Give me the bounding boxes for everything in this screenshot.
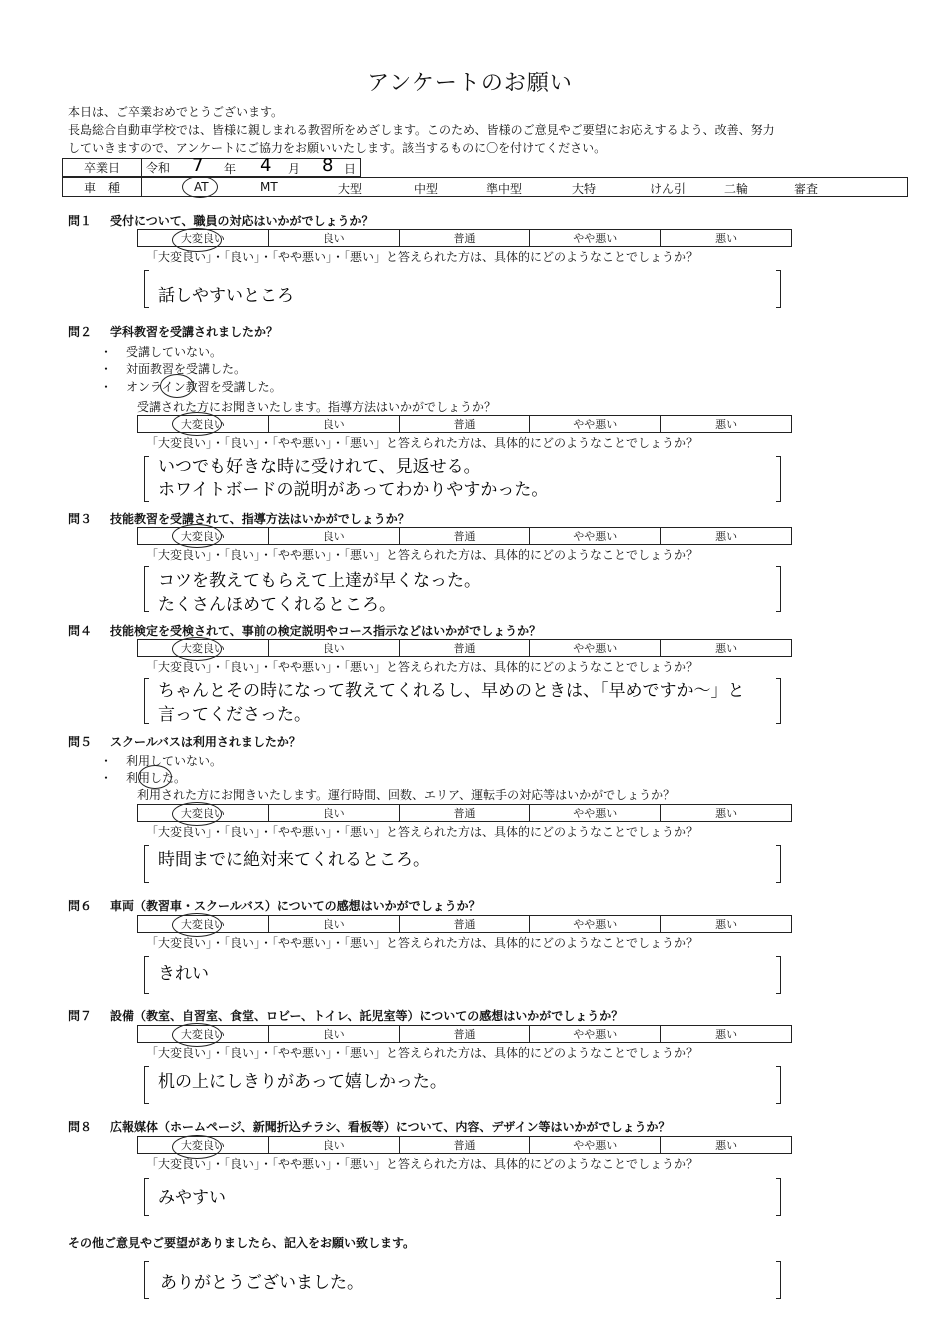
rating-scale (137, 229, 792, 247)
answer-bracket-left (144, 678, 149, 724)
month-unit: 月 (288, 162, 301, 176)
question-text: 受付について、職員の対応はいかがでしょうか？ (110, 214, 374, 228)
rating-option[interactable]: 普通 (399, 416, 530, 433)
grad-year: 7 (192, 155, 204, 176)
option-label: 利用していない。 (126, 754, 223, 768)
question-text: 技能検定を受検されて、事前の検定説明やコース指示などはいかがでしょうか？ (110, 624, 542, 638)
handwritten-answer[interactable]: きれい (158, 964, 209, 984)
rating-scale (137, 1136, 792, 1154)
car-type-special[interactable]: 大特 (572, 182, 597, 196)
car-label: 車 種 (63, 178, 142, 197)
question-text: 技能教習を受講されて、指導方法はいかがでしょうか？ (110, 512, 410, 526)
rating-scale (137, 1025, 792, 1043)
grad-label: 卒業日 (63, 159, 142, 177)
answer-bracket-right (776, 956, 781, 994)
rating-option[interactable]: 良い (268, 1026, 399, 1043)
year-unit: 年 (224, 162, 237, 176)
car-type-exam[interactable]: 審査 (794, 182, 819, 196)
rating-option[interactable]: やや悪い (530, 230, 661, 247)
followup-prompt: 「大変良い」・「良い」・「やや悪い」・「悪い」と答えられた方は、具体的にどのようなことでしょうか？ (146, 250, 699, 264)
question-number: 問５ (68, 735, 93, 749)
question-number: 問８ (68, 1120, 93, 1134)
rating-option[interactable]: 大変良い (138, 528, 269, 545)
followup-prompt: 「大変良い」・「良い」・「やや悪い」・「悪い」と答えられた方は、具体的にどのようなことでしょうか？ (146, 548, 699, 562)
question-number: 問２ (68, 325, 93, 339)
option-label: 受講していない。 (126, 345, 223, 359)
bullet-icon: ・ (100, 771, 113, 785)
rating-option[interactable]: やや悪い (530, 528, 661, 545)
followup-prompt: 「大変良い」・「良い」・「やや悪い」・「悪い」と答えられた方は、具体的にどのようなことでしょうか？ (146, 1046, 699, 1060)
question-3-title (68, 510, 410, 527)
rating-option[interactable]: 悪い (661, 916, 792, 933)
rating-option[interactable]: やや悪い (530, 805, 661, 822)
other-answer[interactable]: ありがとうございました。 (160, 1273, 364, 1293)
followup-prompt: 「大変良い」・「良い」・「やや悪い」・「悪い」と答えられた方は、具体的にどのようなことでしょうか？ (146, 825, 699, 839)
graduation-date-table (62, 155, 361, 177)
rating-option[interactable]: 良い (268, 916, 399, 933)
question-number: 問３ (68, 512, 93, 526)
rating-option[interactable]: やや悪い (530, 640, 661, 657)
rating-option[interactable]: 大変良い (138, 805, 269, 822)
option-label: 対面教習を受講した。 (126, 362, 247, 376)
rating-option[interactable]: やや悪い (530, 1137, 661, 1154)
rating-option[interactable]: 普通 (399, 230, 530, 247)
answer-bracket-right (776, 270, 781, 308)
selection-circle (172, 524, 222, 548)
handwritten-answer[interactable]: ちゃんとその時になって教えてくれるし、早めのときは、「早めですか～」と (158, 681, 745, 701)
rating-option[interactable]: 普通 (399, 805, 530, 822)
handwritten-answer[interactable]: ホワイトボードの説明があってわかりやすかった。 (158, 480, 549, 500)
rating-option[interactable]: 良い (268, 640, 399, 657)
car-type-motorcycle[interactable]: 二輪 (724, 182, 749, 196)
question-number: 問７ (68, 1009, 93, 1023)
intro-line-3: していきますので、アンケートにご協力をお願いいたします。該当するものに〇を付けてください。 (68, 141, 607, 155)
answer-bracket-right (776, 1261, 781, 1299)
followup-prompt: 「大変良い」・「良い」・「やや悪い」・「悪い」と答えられた方は、具体的にどのようなことでしょうか？ (146, 936, 699, 950)
grad-date-cell (142, 155, 361, 177)
car-type-semi-medium[interactable]: 準中型 (486, 182, 523, 196)
rating-option[interactable]: 悪い (661, 805, 792, 822)
rating-option[interactable]: やや悪い (530, 1026, 661, 1043)
question-1-title (68, 212, 374, 229)
handwritten-answer[interactable]: コツを教えてもらえて上達が早くなった。 (158, 571, 481, 591)
car-type-large[interactable]: 大型 (338, 182, 363, 196)
answer-bracket-left (144, 1261, 149, 1299)
answer-bracket-left (144, 1178, 149, 1216)
rating-option[interactable]: 悪い (661, 528, 792, 545)
answer-bracket-left (144, 456, 149, 502)
bullet-icon: ・ (100, 754, 113, 768)
grad-day: 8 (322, 155, 334, 176)
answer-bracket-right (776, 1178, 781, 1216)
rating-option[interactable]: やや悪い (530, 416, 661, 433)
question-number: 問４ (68, 624, 93, 638)
answer-bracket-right (776, 566, 781, 612)
rating-option[interactable]: 普通 (399, 528, 530, 545)
rating-scale (137, 804, 792, 822)
question-text: 設備（教室、自習室、食堂、ロビー、トイレ、託児室等）についての感想はいかがでしょうか？ (110, 1009, 624, 1023)
other-prompt: その他ご意見やご要望がありましたら、記入をお願い致します。 (68, 1236, 416, 1250)
followup-prompt: 「大変良い」・「良い」・「やや悪い」・「悪い」と答えられた方は、具体的にどのようなことでしょうか？ (146, 436, 699, 450)
followup-prompt: 「大変良い」・「良い」・「やや悪い」・「悪い」と答えられた方は、具体的にどのようなことでしょうか？ (146, 1157, 699, 1171)
rating-option[interactable]: 普通 (399, 640, 530, 657)
rating-option[interactable]: 悪い (661, 1026, 792, 1043)
handwritten-answer[interactable]: 時間までに絶対来てくれるところ。 (158, 850, 430, 870)
rating-scale (137, 639, 792, 657)
question-number: 問１ (68, 214, 93, 228)
rating-option[interactable]: 良い (268, 1137, 399, 1154)
bullet-icon: ・ (100, 345, 113, 359)
car-type-medium[interactable]: 中型 (414, 182, 439, 196)
rating-option[interactable]: 普通 (399, 1137, 530, 1154)
answer-bracket-left (144, 1066, 149, 1104)
car-type-options (142, 178, 908, 197)
rating-scale (137, 915, 792, 933)
question-text: スクールバスは利用されましたか？ (110, 735, 301, 749)
rating-option[interactable]: 悪い (661, 640, 792, 657)
rating-scale (137, 527, 792, 545)
question-text: 車両（教習車・スクールバス）についての感想はいかがでしょうか？ (110, 899, 481, 913)
answer-bracket-left (144, 270, 149, 308)
bullet-icon: ・ (100, 362, 113, 376)
rating-option[interactable]: 大変良い (138, 230, 269, 247)
grad-month: 4 (260, 155, 272, 176)
question-8-title (68, 1118, 671, 1135)
car-type-mt[interactable]: MT (260, 180, 278, 194)
handwritten-answer[interactable]: いつでも好きな時に受けれて、見返せる。 (158, 457, 481, 477)
rating-option[interactable]: 普通 (399, 1026, 530, 1043)
handwritten-answer[interactable]: みやすい (158, 1188, 226, 1208)
rating-option[interactable]: 大変良い (138, 916, 269, 933)
rating-option[interactable]: 良い (268, 230, 399, 247)
answer-bracket-left (144, 845, 149, 883)
car-type-at[interactable]: AT (194, 180, 209, 194)
rating-option[interactable]: 良い (268, 416, 399, 433)
answer-bracket-left (144, 566, 149, 612)
handwritten-answer[interactable]: 話しやすいところ (158, 286, 294, 306)
rating-option[interactable]: 悪い (661, 416, 792, 433)
answer-bracket-right (776, 456, 781, 502)
question-7-title (68, 1007, 623, 1024)
rating-option[interactable]: 悪い (661, 1137, 792, 1154)
rating-option[interactable]: 良い (268, 528, 399, 545)
selection-circle (160, 374, 194, 398)
question-text: 学科教習を受講されましたか？ (110, 325, 279, 339)
car-type-towing[interactable]: けん引 (650, 182, 687, 196)
question-6-title (68, 897, 481, 914)
answer-bracket-right (776, 1066, 781, 1104)
rating-option[interactable]: 大変良い (138, 1137, 269, 1154)
rating-scale (137, 415, 792, 433)
intro-line-1: 本日は、ご卒業おめでとうございます。 (68, 105, 284, 119)
selection-circle (182, 176, 218, 198)
handwritten-answer[interactable]: たくさんほめてくれるところ。 (158, 595, 396, 615)
question-5-title (68, 733, 301, 750)
car-type-table (62, 177, 908, 197)
rating-option[interactable]: 良い (268, 805, 399, 822)
rating-option[interactable]: やや悪い (530, 916, 661, 933)
answer-bracket-right (776, 678, 781, 724)
bullet-icon: ・ (100, 380, 113, 394)
page-title: アンケートのお願い (367, 71, 573, 96)
day-unit: 日 (344, 162, 357, 176)
option-label: オンライン教習を受講した。 (126, 380, 282, 394)
rating-option[interactable]: 普通 (399, 916, 530, 933)
handwritten-answer[interactable]: 机の上にしきりがあって嬉しかった。 (158, 1072, 447, 1092)
question-text: 広報媒体（ホームページ、新聞折込チラシ、看板等）について、内容、デザイン等はいかがでしょうか？ (110, 1120, 671, 1134)
answer-bracket-right (776, 845, 781, 883)
intro-line-2: 長島総合自動車学校では、皆様に親しまれる教習所をめざします。このため、皆様のご意見やご要望にお応えするよう、改善、努力 (68, 123, 775, 137)
answer-bracket-left (144, 956, 149, 994)
rating-option[interactable]: 大変良い (138, 640, 269, 657)
option-item[interactable] (100, 343, 222, 360)
question-2-title (68, 323, 278, 340)
question-4-title (68, 622, 541, 639)
selection-circle (172, 412, 222, 436)
rating-option[interactable]: 大変良い (138, 1026, 269, 1043)
rating-option[interactable]: 大変良い (138, 416, 269, 433)
handwritten-answer[interactable]: 言ってくださった。 (158, 705, 311, 725)
question-number: 問６ (68, 899, 93, 913)
followup-prompt: 「大変良い」・「良い」・「やや悪い」・「悪い」と答えられた方は、具体的にどのようなことでしょうか？ (146, 660, 699, 674)
era: 令和 (146, 161, 171, 175)
option-label: 利用した。 (126, 771, 187, 785)
sub-question: 受講された方にお聞きいたします。指導方法はいかがでしょうか？ (137, 400, 497, 414)
sub-question: 利用された方にお聞きいたします。運行時間、回数、エリア、運転手の対応等はいかがでしょうか？ (137, 788, 676, 802)
rating-option[interactable]: 悪い (661, 230, 792, 247)
